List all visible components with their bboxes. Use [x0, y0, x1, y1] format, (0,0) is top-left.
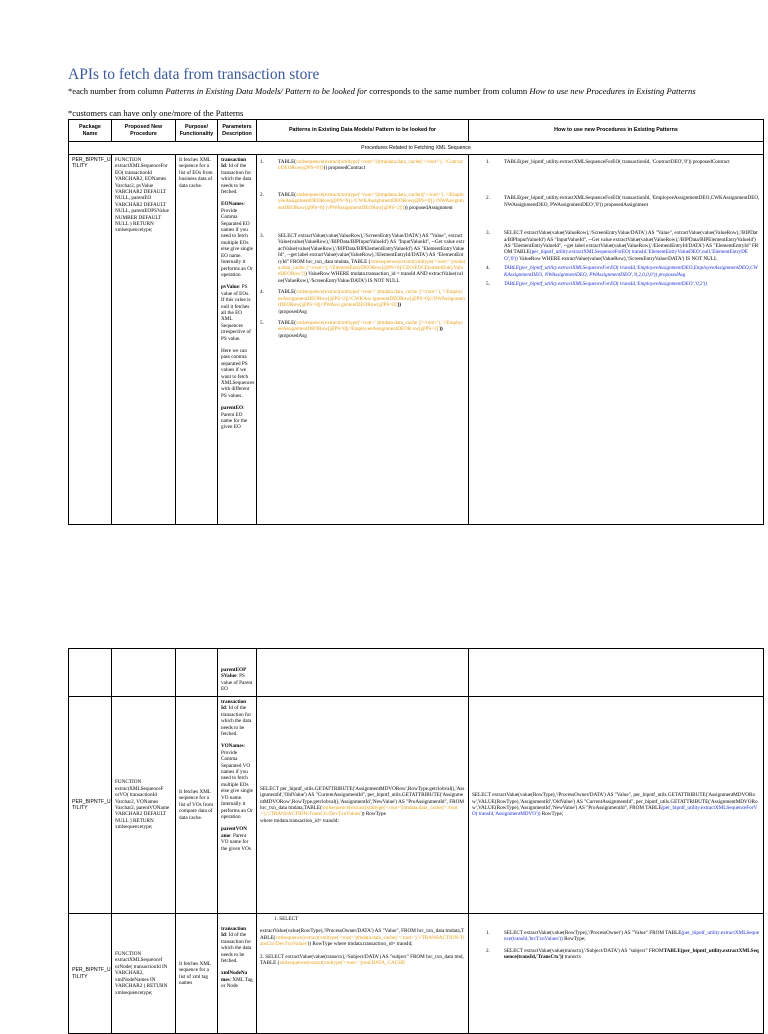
section-heading: Procedures Related to Fetching XML Sequence [69, 142, 764, 155]
table-row [69, 697, 764, 914]
procedure-cell: FUNCTION extractXMLSequenceF orVO( transactionId Varchar2, VONames Varchar2, parentVOName VARCHAR2 DEFAULT NULL ) RETURN xmlsequencetype; [112, 697, 176, 914]
purpose-cell: It fetches XML sequence for a list of VOs from compare data of data cache. [176, 697, 218, 914]
package-name-cell: PER_BIPNTF_U TILITY [69, 155, 112, 525]
patterns-cell: 1. TABLE(xmlsequence(extract(xmltype('<root>'||(tmpdata.data_cache||'</root>'), '/Contract/DEORow[@PS=0]'))) proposedContract 2. TABLE(xmlsequence(extract(xmltype('<root>'||(tmpdata.data_cache)||'</root>'), '//EmployeeAssignmentDEORow[@PS=0] |//CWKAssignmentDEORow[@PS=0] |//NWAssignmentDEORow[@PS=0] |//PWAssignmentDEORow[@PS=2]'))) proposedAssignment 3. SELECT extractValue(value(ValueRow),'/ScreenEntryValue/DATA') AS "Value", extractValue(value(ValueRow),'/BIPData/BIPInputValueId') AS "InputValueId", --Get value extractValue(value(ValueRow),'/BIPData/BIPElementEntryValueId') AS "ElementEntryValueId", --get label extractValue(value(ValueRow),'/ElementEntryId/DATA') AS "ElementEntryId" FROM hrc_txn_data tmdata, TABLE (xmlsequence(extract(xmltype('<root>' ||tmdata.data_cache ||'</root>'),'//ElementEntryDEORow[@PS=0]/CEO/EOCElementEntryValueDEORow'))) ValueRow WHERE tmdata.transaction_id = transId AND extractValue(value(ValueRow),'/ScreenEntryValue/DATA') IS NOT NULL 4. TABLE(xmlsequence(extract(xmltype('<root>' ||tmdata.data_cache ||'</root>'), '//EmployeeAssignmentDEORow[@PS=2]|//CWKAss ignmentDEORow[@PS=0]|//NWAssignmentDEORow[@PS=0]|//PWAssi gnmentDEORow[@PS=0]')) /proposedAsg 5. TABLE(xmlsequence(extract(xmltype('<root>' ||tmdata.data_cache ||'</root>'), '//EmployeeAssignmentDEORow[@PS=0]|//EmployeeAssignmentDEOR ow[@PS=2]')) /proposedAsg [257, 155, 469, 525]
header-patterns: Patterns in Existing Data Models/ Pattern to be looked for [257, 120, 469, 142]
header-usage: How to use new Procedures in Existing Patterns [469, 120, 764, 142]
usage-cell: 1. TABLE(per_bipntf_utility.extractXMLSequenceForEO( transactionId, 'ContractDEO','0')) proposedContract 2. TABLE(per_bipntf_utility.extractXMLSequenceForEO( transactionId, 'EmployeeAssignmentDEO,CWKAssignmentDEO,NWAssignmentDEO, PWAssignmentDEO','0')) proposedAssignment 3. SELECT extractValue(value(ValueRow),'/ScreenEntryValue/DATA') AS "Value", extractValue(value(ValueRow),'/BIPData/BIPInputValueId') AS "InputValueId", --Get value extractValue(value(ValueRow),'/BIPData/BIPElementEntryValueId') AS "ElementEntryValueId", --get label extractValue(value(ValueRow),'/ElementEntryId/DATA') AS "ElementEntryId" FROM TABLE(per_bipntf_utility.extractXMLSequenceForEO( transId,'ElementEntryValueDEO',null,'ElementEntryDEO','0')) ValueRow WHERE extractValue(value(ValueRow),'/ScreenEntryValue/DATA') IS NOT NULL 4. TABLE(per_bipntf_utility.extractXMLSequenceForEO( transId,'EmployeeAssignmentDEO,EmployeeAssignmentDEO,CWKAssignmentDEO, NWAssignmentDEO, PWAssignmentDEO','0,2,0,0,0')) proposedAsg 5. TABLE(per_bipntf_utility.extractXMLSequenceForEO( transId,'EmployeeAssignmentDEO','0,2')) [469, 155, 764, 525]
patterns-cell: SELECT per_bipntf_utils.GETATTRIBUTE('AssignmentMDVORow',RowType.getclobval(),'AssignmentId','OldValue') AS "CurrentAssignmentId", per_bipntf_utils.GETATTRIBUTE('AssignmentMDVORow',RowType.getclobval(),'AssignmentId','NewValue') AS "ProAssignmentId", FROM hrc_txn_data tmdata,TABLE(xmlsequence(extract(xmltype('<root>'||tmdata.data_cache||'</root>'),'//TRANSACTION/TransCtx/DevTxnValues')) RowType where tmdata.transaction_id= transId; [257, 697, 469, 914]
procedure-cell: FUNCTION extractXMLSequencef orNode( transactionId IN VARCHAR2, xmlNodeNames IN VARCHAR2 ) RETURN xmlsequencetype; [112, 914, 176, 1034]
header-package-name: Package Name [69, 120, 112, 142]
procedures-table-page1 [68, 119, 764, 525]
note-line-2: *customers can have only one/more of the Patterns [68, 108, 244, 118]
header-proposed-procedure: Proposed New Procedure [112, 120, 176, 142]
procedure-cell: FUNCTION extractXMLSequenceFor EO( transactionId VARCHAR2, EONames Varchar2, pvValue VARCHAR2 DEFAULT NULL, parentEO VARCHAR2 DEFAULT NULL, parentEOPSValue NUMBER DEFAULT NULL ) RETURN xmlsequencetype; [112, 155, 176, 525]
page-title: APIs to fetch data from transaction store [68, 66, 320, 83]
note-line-1: *each number from column Patterns in Existing Data Models/ Pattern to be looked for corresponds to the same number from column How to use new Procedures in Existing Patterns [68, 86, 696, 96]
package-name-cell: PER_BIPNTF_U TILITY [69, 914, 112, 1034]
parameters-cell: transaction Id: Id of the transaction for which the data needs to be fetched. xmlNodeNa mes: XML Tag or Node [218, 914, 257, 1034]
table-row [69, 155, 764, 525]
parameters-cell: transaction Id: Id of the transaction for which the data needs to be fetched. EONames: Provide Comma Separated EO names if you need to fetch multiple EOs else give single EO name. Internally it performs an Or operation pvValue: PS value of EOs. If this value is null it fetches all the EO XML Sequences irrespective of PS value. Here we can pass comma separated PS values if we want to fetch XMLSequences with different PS values. parentEO: Parent EO name for the given EO [218, 155, 257, 525]
header-purpose: Purpose/ Functionality [176, 120, 218, 142]
table-row [69, 649, 764, 697]
parameters-cell: parentEOP SValue: PS value of Parent EO [218, 649, 257, 697]
parameters-cell: transaction Id: Id of the transaction for which the data needs to be fetched. VONames: Provide Comma Separated VO names if you need to fetch multiple EOs else give single VO name. Internally it performs an Or operation parentVON ame: Parent VO name for the given VOs [218, 697, 257, 914]
package-name-cell: PER_BIPNTF_U TILITY [69, 697, 112, 914]
patterns-cell: 1. SELECT extractValue(value(RowType),'/ProcessOwner/DATA') AS "Value", FROM hrc_txn_data tmdata,TABLE(xmlsequence(extract(xmltype('<root>'||tmdata.data_cache||'</root>'),'//TRANSACTION/TransCtx/DevTxnValues')) RowType where tmdata.transaction_id= transId; 2. SELECT extractValue(value(transctx),'/Subject/DATA') AS "subject" FROM hrc_txn_data tmd, TABLE (xmlsequence(extract(xmltype('<root>' ||tmd.DATA_CACHE [257, 914, 469, 1034]
purpose-cell: It fetches XML sequence for a list of EOs from business data of data cache. [176, 155, 218, 525]
table-row [69, 914, 764, 1034]
purpose-cell: It fetches XML sequence for a list of xml tag names [176, 914, 218, 1034]
procedures-table-page2 [68, 648, 764, 1034]
usage-cell: SELECT extractValue(value(RowType),'/ProcessOwner/DATA') AS "Value", per_bipntf_utils.GETATTRIBUTE('AssignmentMDVORow',VALUE(RowType),'AssignmentId','OldValue') AS "CurrentAssignmentId", per_bipntf_utils.GETATTRIBUTE('AssignmentMDVORow',VALUE(RowType),'AssignmentId','NewValue') AS "ProAssignmentId", FROM TABLE(per_bipntf_utility.extractXMLSequenceForVO( transId,'AssignmentMDVO')) RowType; [469, 697, 764, 914]
header-parameters: Parameters Description [218, 120, 257, 142]
usage-cell: 1. SELECT extractValue(value(RowType),'/ProcessOwner') AS "Value" FROM TABLE(per_bipntf_utility.extractXMLSequence(transId,'hrcTxnValues')) RowType; 2. SELECT extractValue(value(transctx),'/Subject/DATA') AS "subject" FROMTABLE(per_bipntf_utility.extractXMLSequence(transId,'TransCtx')) transctx [469, 914, 764, 1034]
